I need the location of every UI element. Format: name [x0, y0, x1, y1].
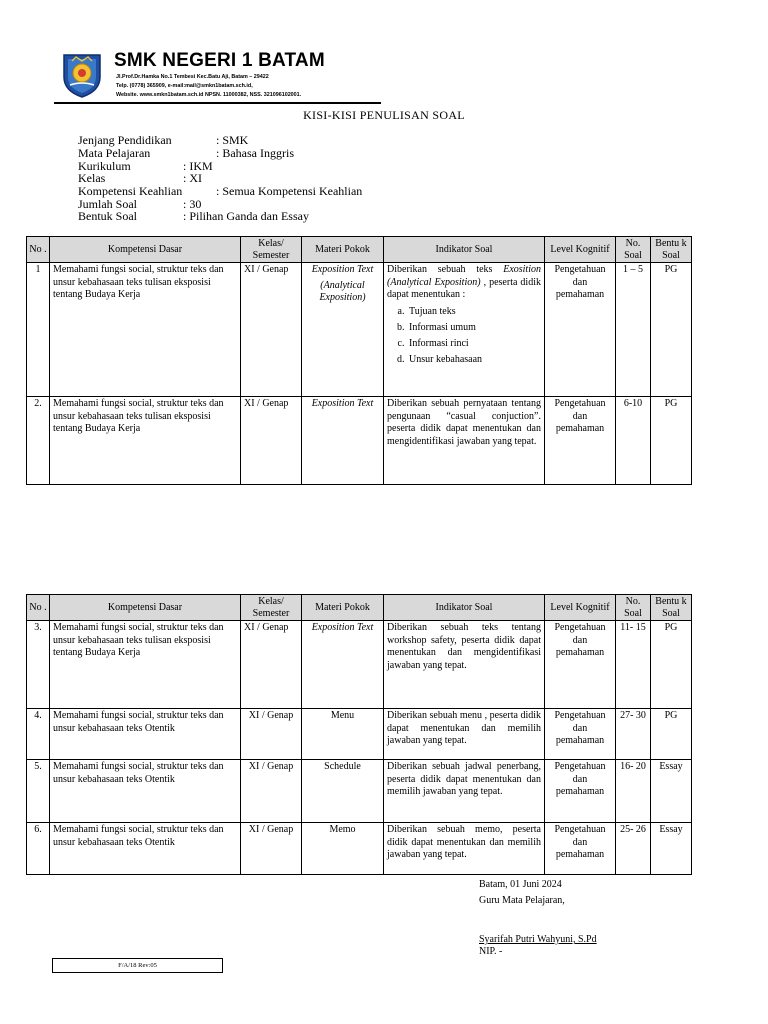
list-item: c. Informasi rinci — [407, 336, 541, 352]
table-header-row — [27, 237, 692, 263]
col-header-kompetensi: Kompetensi Dasar — [50, 595, 241, 621]
cell-level: Pengetahuan dan pemahaman — [545, 263, 616, 397]
cell-kelas: XI / Genap — [241, 823, 302, 875]
signature-place-date: Batam, 01 Juni 2024 — [479, 879, 562, 890]
cell-materi — [302, 263, 384, 397]
info-value: : Pilihan Ganda dan Essay — [183, 209, 309, 223]
materi-sub: (Analytical Exposition) — [319, 279, 366, 303]
cell-level: Pengetahuan dan pemahaman — [545, 709, 616, 760]
info-label: Kelas — [78, 171, 106, 185]
form-code-box: F/A/18 Rev:05 — [52, 958, 223, 973]
info-label: Kurikulum — [78, 159, 131, 173]
cell-kelas: XI / Genap — [241, 263, 302, 397]
cell-nosoal: 6-10 — [616, 397, 651, 485]
cell-no: 4. — [27, 709, 50, 760]
info-value: : IKM — [183, 159, 213, 173]
info-kompetensi — [78, 184, 363, 198]
kisi-table-1 — [26, 236, 692, 485]
col-header-bentuk: Bentu k Soal — [651, 237, 692, 263]
col-header-kelas: Kelas/ Semester — [241, 595, 302, 621]
info-kelas — [78, 171, 202, 185]
cell-indikator: Diberikan sebuah teks tentang workshop safety, peserta didik dapat menentukan dan mengidentifikasi jawaban yang tepat. — [384, 621, 545, 709]
cell-no: 2. — [27, 397, 50, 485]
cell-kompetensi: Memahami fungsi social, struktur teks dan unsur kebahasaan teks Otentik — [50, 760, 241, 823]
col-header-kelas: Kelas/ Semester — [241, 237, 302, 263]
table-row — [27, 621, 692, 709]
signature-name: Syarifah Putri Wahyuni, S.Pd — [479, 934, 597, 945]
kisi-table-2 — [26, 594, 692, 875]
indikator-text: Diberikan sebuah teks — [387, 264, 504, 275]
cell-kompetensi: Memahami fungsi social, struktur teks dan unsur kebahasaan teks tulisan eksposisi tentang Budaya Kerja — [50, 397, 241, 485]
cell-bentuk: PG — [651, 709, 692, 760]
col-header-indikator: Indikator Soal — [384, 237, 545, 263]
cell-indikator — [384, 263, 545, 397]
cell-indikator: Diberikan sebuah menu , peserta didik dapat menentukan dan memilih jawaban yang tepat. — [384, 709, 545, 760]
cell-kelas: XI / Genap — [241, 709, 302, 760]
cell-no: 1 — [27, 263, 50, 397]
school-crest-icon — [60, 51, 104, 99]
cell-bentuk: Essay — [651, 760, 692, 823]
col-header-materi: Materi Pokok — [302, 237, 384, 263]
cell-level: Pengetahuan dan pemahaman — [545, 397, 616, 485]
info-label: Bentuk Soal — [78, 209, 137, 223]
col-header-materi: Materi Pokok — [302, 595, 384, 621]
cell-nosoal: 11- 15 — [616, 621, 651, 709]
cell-no: 6. — [27, 823, 50, 875]
col-header-level: Level Kognitif — [545, 595, 616, 621]
cell-kompetensi: Memahami fungsi social, struktur teks dan unsur kebahasaan teks Otentik — [50, 823, 241, 875]
cell-bentuk: PG — [651, 621, 692, 709]
info-label: Jenjang Pendidikan — [78, 133, 172, 147]
table-row — [27, 760, 692, 823]
cell-bentuk: PG — [651, 397, 692, 485]
col-header-bentuk: Bentu k Soal — [651, 595, 692, 621]
cell-materi: Exposition Text — [302, 397, 384, 485]
cell-no: 3. — [27, 621, 50, 709]
document-title-text: KISI-KISI PENULISAN SOAL — [303, 108, 465, 122]
info-jenjang — [78, 133, 249, 147]
cell-bentuk: PG — [651, 263, 692, 397]
cell-materi: Menu — [302, 709, 384, 760]
cell-materi: Schedule — [302, 760, 384, 823]
info-label: Kompetensi Keahlian — [78, 184, 183, 198]
school-contact: Telp. (0778) 365909, e-mail:mail@smkn1batam.sch.id, — [116, 83, 253, 89]
signature-role: Guru Mata Pelajaran, — [479, 895, 565, 906]
school-website: Website. www.smkn1batam.sch.id NPSN. 11000382, NSS. 321096102001. — [116, 92, 302, 98]
cell-kelas: XI / Genap — [241, 621, 302, 709]
info-value: : SMK — [216, 133, 249, 147]
col-header-kompetensi: Kompetensi Dasar — [50, 237, 241, 263]
table-row — [27, 709, 692, 760]
signature-nip: NIP. - — [479, 946, 503, 957]
cell-level: Pengetahuan dan pemahaman — [545, 760, 616, 823]
col-header-nosoal: No. Soal — [616, 237, 651, 263]
table-header-row — [27, 595, 692, 621]
document-title — [0, 108, 768, 123]
table-row — [27, 397, 692, 485]
cell-level: Pengetahuan dan pemahaman — [545, 823, 616, 875]
info-value: : Bahasa Inggris — [216, 146, 294, 160]
materi-main: Exposition Text — [311, 264, 374, 275]
school-name: SMK NEGERI 1 BATAM — [114, 50, 325, 71]
table-row — [27, 823, 692, 875]
col-header-nosoal: No. Soal — [616, 595, 651, 621]
cell-materi: Exposition Text — [302, 621, 384, 709]
col-header-level: Level Kognitif — [545, 237, 616, 263]
info-value: : XI — [183, 171, 202, 185]
indikator-text-end: , peserta didik dapat menentukan : — [387, 276, 541, 300]
cell-indikator: Diberikan sebuah jadwal penerbang, peserta didik dapat menentukan dan memilih jawaban yang tepat. — [384, 760, 545, 823]
school-address: Jl.Prof.Dr.Hamka No.1 Tembesi Kec.Batu Aji, Batam – 29422 — [116, 74, 269, 80]
info-value: : Semua Kompetensi Keahlian — [216, 184, 363, 198]
cell-indikator: Diberikan sebuah memo, peserta didik dapat menentukan dan memilih jawaban yang tepat. — [384, 823, 545, 875]
cell-kompetensi: Memahami fungsi social, struktur teks dan unsur kebahasaan teks tulisan eksposisi tentang Budaya Kerja — [50, 263, 241, 397]
list-item: b. Informasi umum — [407, 320, 541, 336]
cell-kelas: XI / Genap — [241, 397, 302, 485]
cell-indikator: Diberikan sebuah pernyataan tentang pengunaan “casual conjuction”. peserta didik dapat menentukan dan mengidentifikasi jawaban yang tepat. — [384, 397, 545, 485]
cell-kompetensi: Memahami fungsi social, struktur teks dan unsur kebahasaan teks Otentik — [50, 709, 241, 760]
cell-kompetensi: Memahami fungsi social, struktur teks dan unsur kebahasaan teks tulisan eksposisi tentang Budaya Kerja — [50, 621, 241, 709]
cell-level: Pengetahuan dan pemahaman — [545, 621, 616, 709]
cell-materi: Memo — [302, 823, 384, 875]
col-header-indikator: Indikator Soal — [384, 595, 545, 621]
col-header-no: No . — [27, 595, 50, 621]
cell-nosoal: 25- 26 — [616, 823, 651, 875]
info-label: Jumlah Soal — [78, 197, 137, 211]
col-header-no: No . — [27, 237, 50, 263]
info-mapel — [78, 146, 294, 160]
cell-kelas: XI / Genap — [241, 760, 302, 823]
info-bentuk — [78, 209, 309, 223]
info-label: Mata Pelajaran — [78, 146, 151, 160]
letterhead-divider — [54, 102, 381, 104]
cell-nosoal: 16- 20 — [616, 760, 651, 823]
cell-nosoal: 27- 30 — [616, 709, 651, 760]
indikator-italic: Exosition (Analytical Exposition) — [387, 264, 541, 288]
list-item: d. Unsur kebahasaan — [407, 352, 541, 368]
cell-bentuk: Essay — [651, 823, 692, 875]
cell-no: 5. — [27, 760, 50, 823]
table-row — [27, 263, 692, 397]
indikator-list — [387, 304, 541, 368]
list-item: a. Tujuan teks — [407, 304, 541, 320]
cell-nosoal: 1 – 5 — [616, 263, 651, 397]
info-value: : 30 — [183, 197, 202, 211]
